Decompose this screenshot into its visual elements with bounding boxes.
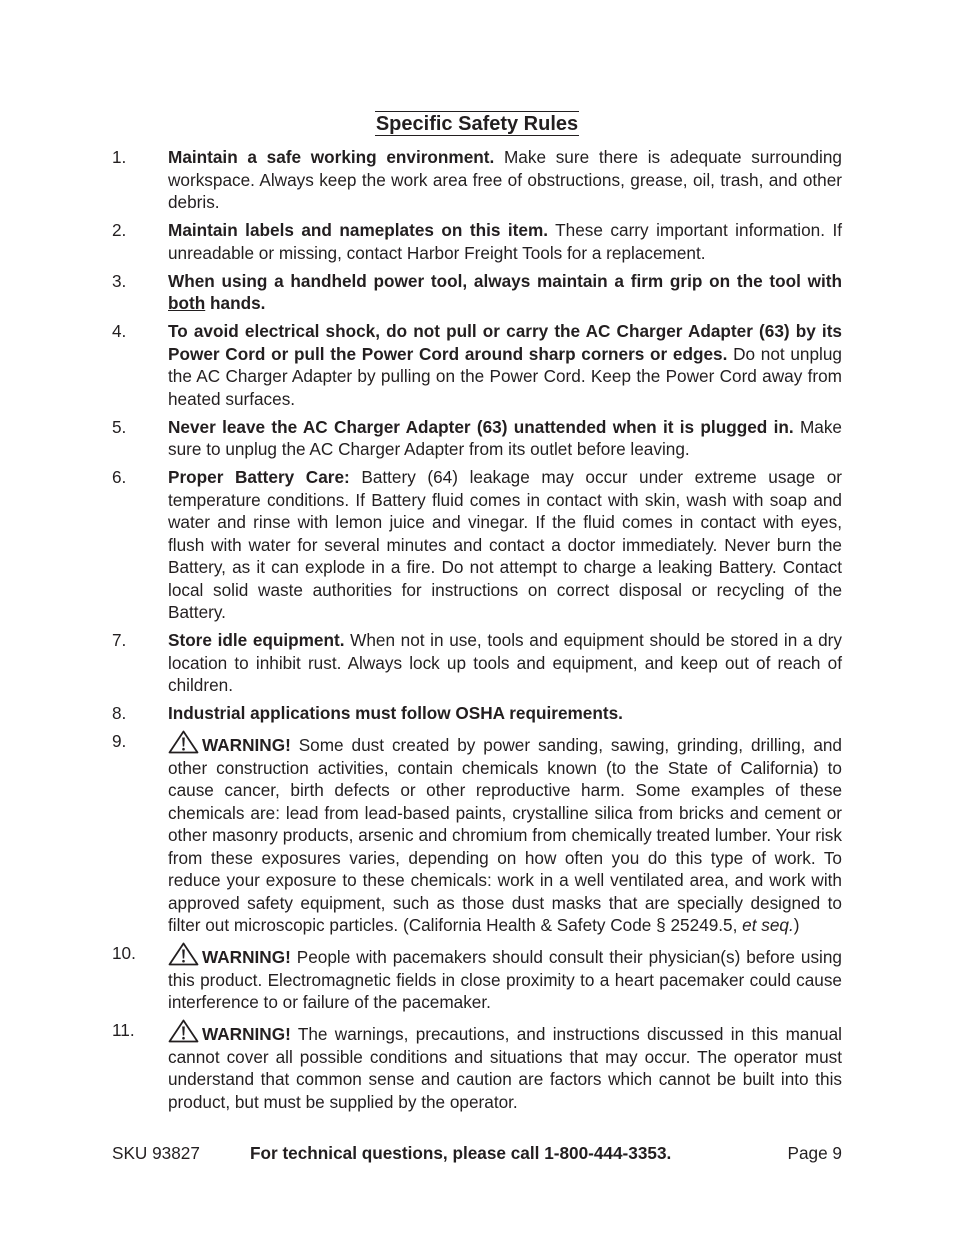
rule-heading <box>168 271 842 314</box>
rule-number: 4. <box>112 321 127 341</box>
rule-heading: Maintain labels and nameplates on this item. <box>168 220 549 240</box>
rule-item <box>112 219 842 264</box>
sku-number: SKU 93827 <box>112 1143 200 1163</box>
rule-text: The warnings, precautions, and instructions discussed in this manual cannot cover all possible conditions and situations that may occur. The operator must understand that common sense and caution are factors which cannot be built into this product, but must be supplied by the operator. <box>168 1024 842 1112</box>
warning-triangle-icon <box>168 942 199 966</box>
rule-text-end: ) <box>793 915 800 935</box>
rule-number: 11. <box>112 1020 135 1040</box>
rule-number: 7. <box>112 630 127 650</box>
tech-support-line: For technical questions, please call 1-800-444-3353. <box>250 1143 672 1163</box>
rule-item <box>112 629 842 697</box>
rule-heading: Store idle equipment. <box>168 630 345 650</box>
rule-heading: Proper Battery Care: <box>168 467 350 487</box>
rule-text: Battery (64) leakage may occur under extreme usage or temperature conditions. If Battery fluid comes in contact with skin, wash with soap and water and rinse with lemon juice and vinegar. If the fluid comes in contact with eyes, flush with water for several minutes and contact a doctor immediately. Never burn the Battery, as it can explode in a fire. Do not attempt to charge a leaking Battery. Contact local solid waste authorities for instructions on correct disposal or recycling of the Battery. <box>168 467 842 622</box>
rule-heading-part: When using a handheld power tool, always maintain a firm grip on the tool with <box>168 270 842 291</box>
rule-text: These carry important information. If unreadable or missing, contact Harbor Freight Tools for a replacement. <box>168 220 842 263</box>
rule-item <box>112 1019 842 1113</box>
rule-item <box>112 702 842 725</box>
page-title <box>0 111 954 136</box>
rule-text-italic: et seq. <box>742 915 794 935</box>
rule-number: 10. <box>112 943 136 963</box>
rule-item <box>112 416 842 461</box>
rule-heading: Maintain a safe working environment. <box>168 147 495 167</box>
rule-number: 8. <box>112 703 127 723</box>
rule-number: 1. <box>112 147 127 167</box>
page-number: Page 9 <box>787 1143 842 1163</box>
rule-text: Some dust created by power sanding, sawing, grinding, drilling, and other construction activities, contain chemicals known (to the State of California) to cause cancer, birth defects or other reproductive harm. Some examples of these chemicals are: lead from lead-based paints, crystalline silica from bricks and cement or other masonry products, arsenic and chromium from chemically treated lumber. Your risk from these exposures varies, depending on how often you do this type of work. To reduce your exposure to these chemicals: work in a well ventilated area, and work with approved safety equipment, such as those dust masks that are specially designed to filter out microscopic particles. (California Health & Safety Code § 25249.5, <box>168 735 842 935</box>
rule-item <box>112 730 842 937</box>
warning-label: WARNING! <box>202 947 291 967</box>
rule-text: Make sure there is adequate surrounding workspace. Always keep the work area free of obstructions, grease, oil, trash, and other debris. <box>168 147 842 212</box>
rule-number: 3. <box>112 270 127 291</box>
warning-triangle-icon <box>168 1019 199 1043</box>
warning-label: WARNING! <box>202 1024 291 1044</box>
rule-number: 2. <box>112 220 127 240</box>
rule-heading-underlined: both <box>168 293 206 313</box>
rule-text: Make sure to unplug the AC Charger Adapter from its outlet before leaving. <box>168 416 842 459</box>
rule-item <box>112 146 842 214</box>
rule-number: 5. <box>112 416 127 437</box>
rule-number: 6. <box>112 467 127 487</box>
rule-heading: To avoid electrical shock, do not pull or carry the AC Charger Adapter (63) by its Power Cord or pull the Power Cord around sharp corners or edges. <box>168 321 842 364</box>
rule-item <box>112 270 842 315</box>
rules-list <box>112 146 842 1119</box>
rule-item <box>112 466 842 624</box>
title-text: Specific Safety Rules <box>375 113 579 135</box>
rule-item <box>112 942 842 1014</box>
rule-text: Do not unplug the AC Charger Adapter by pulling on the Power Cord. Keep the Power Cord away from heated surfaces. <box>168 343 842 409</box>
rule-text: People with pacemakers should consult their physician(s) before using this product. Electromagnetic fields in close proximity to a heart pacemaker could cause interference to or failure of the pacemaker. <box>168 947 842 1012</box>
rule-heading-part: hands. <box>205 293 266 313</box>
rule-heading: Industrial applications must follow OSHA requirements. <box>168 703 623 723</box>
rule-number: 9. <box>112 731 127 751</box>
warning-label: WARNING! <box>202 735 291 755</box>
rule-item <box>112 320 842 410</box>
rule-text: When not in use, tools and equipment should be stored in a dry location to inhibit rust. Always lock up tools and equipment, and keep out of reach of children. <box>168 630 842 695</box>
warning-triangle-icon <box>168 730 199 754</box>
rule-heading: Never leave the AC Charger Adapter (63) unattended when it is plugged in. <box>168 416 794 437</box>
